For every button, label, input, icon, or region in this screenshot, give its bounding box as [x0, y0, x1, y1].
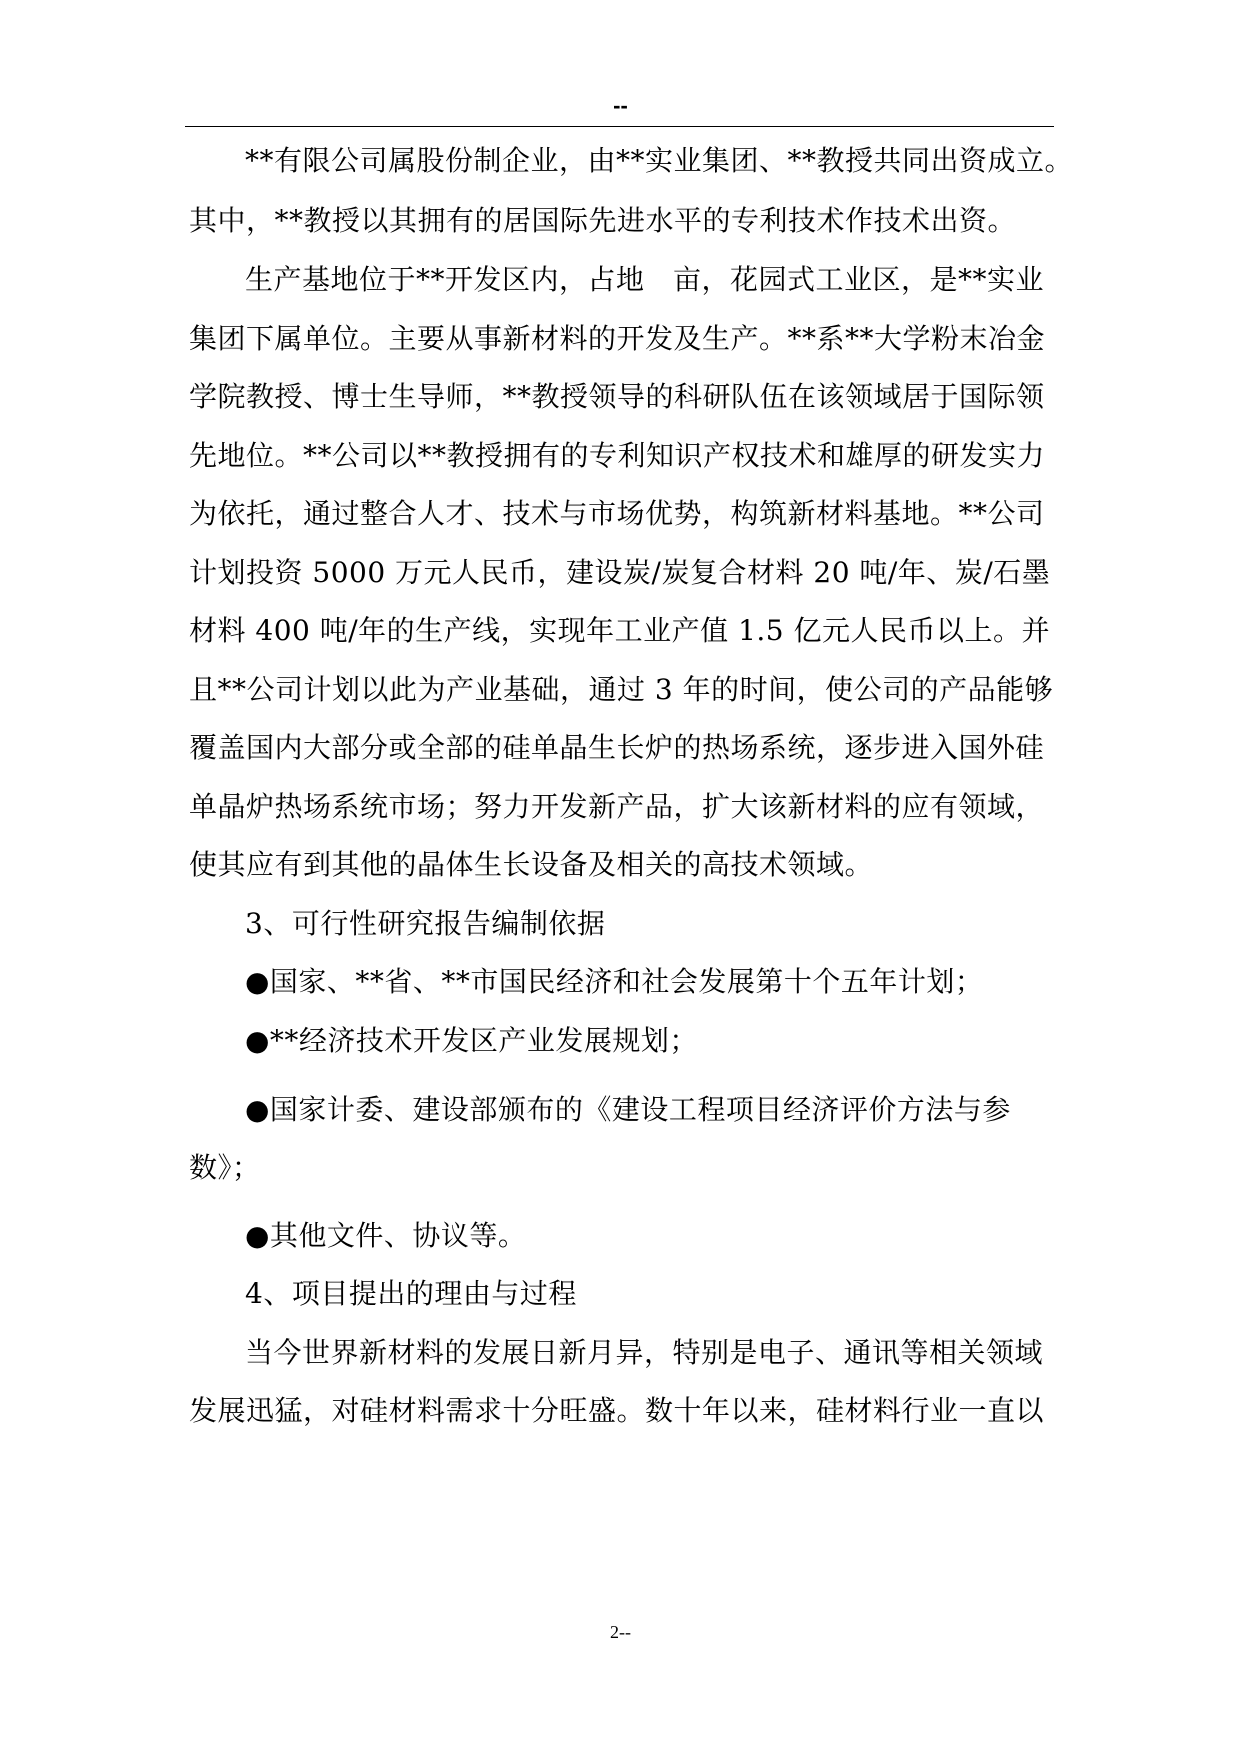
body-line: 先地位。**公司以**教授拥有的专利知识产权技术和雄厚的研发实力: [189, 439, 1046, 472]
body-line: 其中，**教授以其拥有的居国际先进水平的专利技术作技术出资。: [189, 204, 1017, 237]
body-line: 材料 400 吨/年的生产线，实现年工业产值 1.5 亿元人民币以上。并: [189, 614, 1051, 647]
body-line: 单晶炉热场系统市场；努力开发新产品，扩大该新材料的应有领域，: [189, 790, 1045, 823]
body-line: 学院教授、博士生导师，**教授领导的科研队伍在该领域居于国际领: [189, 380, 1045, 413]
body-line: 为依托，通过整合人才、技术与市场优势，构筑新材料基地。**公司: [189, 497, 1045, 530]
bullet-item: ●国家计委、建设部颁布的《建设工程项目经济评价方法与参: [245, 1093, 1011, 1126]
body-line: **有限公司属股份制企业，由**实业集团、**教授共同出资成立。: [245, 144, 1074, 177]
header-text: --: [613, 93, 628, 118]
body-line: 生产基地位于**开发区内，占地 亩，花园式工业区，是**实业: [245, 263, 1045, 296]
body-line: 使其应有到其他的晶体生长设备及相关的高技术领域。: [189, 848, 874, 881]
page-number: 2--: [610, 1622, 631, 1642]
bullet-item: ●**经济技术开发区产业发展规划；: [245, 1024, 698, 1057]
body-line: 发展迅猛，对硅材料需求十分旺盛。数十年以来，硅材料行业一直以: [189, 1394, 1045, 1427]
bullet-item-continuation: 数》；: [189, 1151, 261, 1184]
body-line: 覆盖国内大部分或全部的硅单晶生长炉的热场系统，逐步进入国外硅: [189, 731, 1045, 764]
header-divider: [185, 126, 1054, 127]
bullet-item: ●其他文件、协议等。: [245, 1219, 527, 1252]
body-line: 计划投资 5000 万元人民币，建设炭/炭复合材料 20 吨/年、炭/石墨: [189, 556, 1051, 589]
section-heading: 4、项目提出的理由与过程: [245, 1277, 577, 1310]
section-heading: 3、可行性研究报告编制依据: [245, 907, 606, 940]
body-line: 当今世界新材料的发展日新月异，特别是电子、通讯等相关领域: [245, 1336, 1044, 1369]
body-line: 集团下属单位。主要从事新材料的开发及生产。**系**大学粉末冶金: [189, 322, 1046, 355]
bullet-item: ●国家、**省、**市国民经济和社会发展第十个五年计划；: [245, 965, 984, 998]
body-line: 且**公司计划以此为产业基础，通过 3 年的时间，使公司的产品能够: [189, 673, 1054, 706]
